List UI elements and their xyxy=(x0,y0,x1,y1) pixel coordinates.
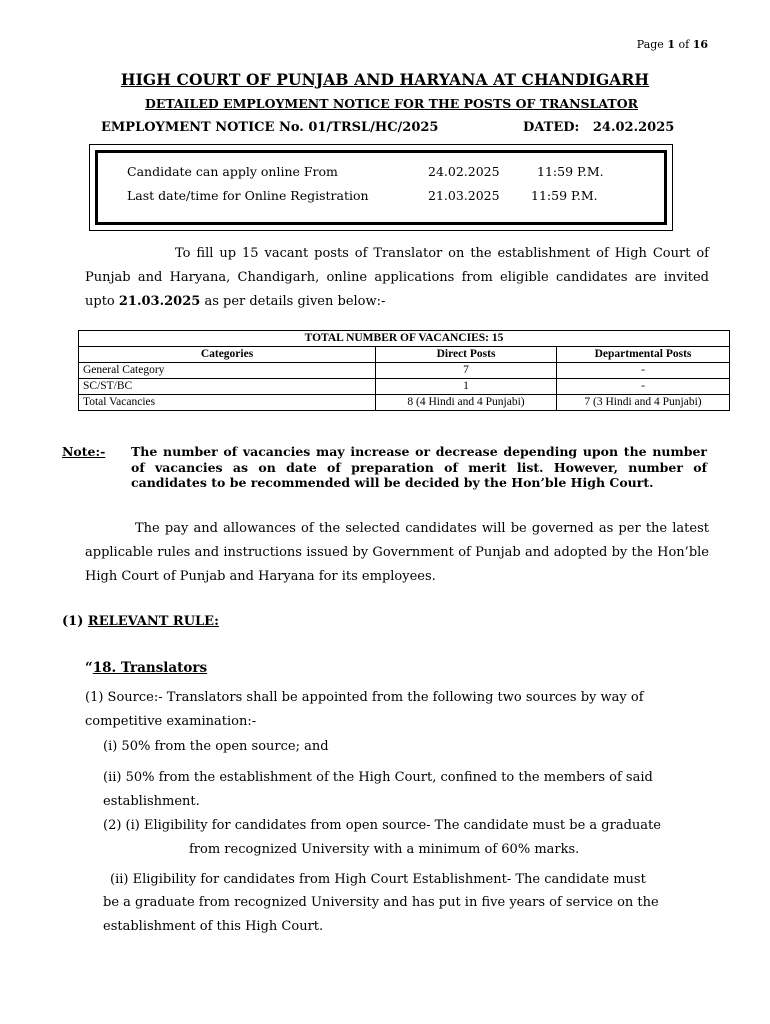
table-cell: 7 (3 Hindi and 4 Punjabi) xyxy=(557,395,730,411)
section-heading xyxy=(62,614,219,629)
column-header: Direct Posts xyxy=(376,347,557,363)
notice-date: DATED: 24.02.2025 xyxy=(523,120,675,135)
page-number xyxy=(637,38,708,51)
page-current: 1 xyxy=(667,38,675,51)
table-row xyxy=(79,363,730,379)
intro-last-date: 21.03.2025 xyxy=(118,294,201,309)
rule-open-source: (i) 50% from the open source; and xyxy=(103,739,329,754)
pay-text: The pay and allowances of the selected candidates will be governed as per the latest applicable rules and instructions issued by Government of Punjab and adopted by the Hon’ble High Court of Punjab and Haryana for its employees. xyxy=(85,521,709,584)
schedule-date: 24.02.2025 xyxy=(428,164,500,179)
intro-paragraph xyxy=(85,242,709,314)
table-cell: SC/ST/BC xyxy=(79,379,376,395)
notice-number: EMPLOYMENT NOTICE No. 01/TRSL/HC/2025 xyxy=(101,120,439,135)
rule-hc-source: establishment. xyxy=(103,794,200,809)
quote-mark: “ xyxy=(85,660,93,676)
intro-text: To fill up 15 vacant posts of Translator on the establishment of High Court of Punjab and Haryana, Chandigarh, online applications from eligible candidates are invited upto xyxy=(85,246,709,309)
intro-text-end: as per details given below:- xyxy=(200,294,386,309)
note-label: Note:- xyxy=(62,444,106,459)
rule-eligibility-hc: establishment of this High Court. xyxy=(103,919,324,934)
rule-eligibility-open: from recognized University with a minimum of 60% marks. xyxy=(189,842,580,857)
rule-source-line: (1) Source:- Translators shall be appointed from the following two sources by way of xyxy=(85,690,644,705)
notice-subtitle: DETAILED EMPLOYMENT NOTICE FOR THE POSTS OF TRANSLATOR xyxy=(145,96,638,111)
table-cell: General Category xyxy=(79,363,376,379)
table-cell: - xyxy=(557,363,730,379)
section-number: (1) xyxy=(62,614,84,629)
table-cell: 7 xyxy=(376,363,557,379)
rule-eligibility-open: (2) (i) Eligibility for candidates from open source- The candidate must be a graduate xyxy=(103,818,661,833)
rule-hc-source: (ii) 50% from the establishment of the High Court, confined to the members of said xyxy=(103,770,653,785)
schedule-label: Last date/time for Online Registration xyxy=(127,188,369,203)
table-cell: Total Vacancies xyxy=(79,395,376,411)
rule-source-line: competitive examination:- xyxy=(85,714,257,729)
schedule-time: 11:59 P.M. xyxy=(531,188,598,203)
section-title: RELEVANT RULE: xyxy=(87,614,219,629)
rule-eligibility-hc: be a graduate from recognized University and has put in five years of service on the xyxy=(103,895,659,910)
schedule-date: 21.03.2025 xyxy=(428,188,500,203)
vacancy-table-title: TOTAL NUMBER OF VACANCIES: 15 xyxy=(79,331,730,347)
court-title: HIGH COURT OF PUNJAB AND HARYANA AT CHANDIGARH xyxy=(120,70,650,89)
table-row xyxy=(79,395,730,411)
table-cell: 1 xyxy=(376,379,557,395)
column-header: Categories xyxy=(79,347,376,363)
schedule-time: 11:59 P.M. xyxy=(537,164,604,179)
page-label: Page xyxy=(636,38,664,51)
table-row xyxy=(79,379,730,395)
note-text: The number of vacancies may increase or decrease depending upon the number of vacancies as on date of preparation of merit list. However, number of candidates to be recommended will be decided by the Hon’ble High Court. xyxy=(131,444,707,490)
table-cell: - xyxy=(557,379,730,395)
rule-title: 18. Translators xyxy=(92,660,208,676)
page-total: 16 xyxy=(692,38,708,51)
rule-eligibility-hc: (ii) Eligibility for candidates from High Court Establishment- The candidate must xyxy=(110,872,646,887)
rule-heading xyxy=(85,660,207,676)
table-cell: 8 (4 Hindi and 4 Punjabi) xyxy=(376,395,557,411)
schedule-label: Candidate can apply online From xyxy=(127,164,338,179)
page-of: of xyxy=(678,38,690,51)
vacancy-table xyxy=(78,330,730,411)
column-header: Departmental Posts xyxy=(557,347,730,363)
pay-paragraph xyxy=(85,517,709,589)
